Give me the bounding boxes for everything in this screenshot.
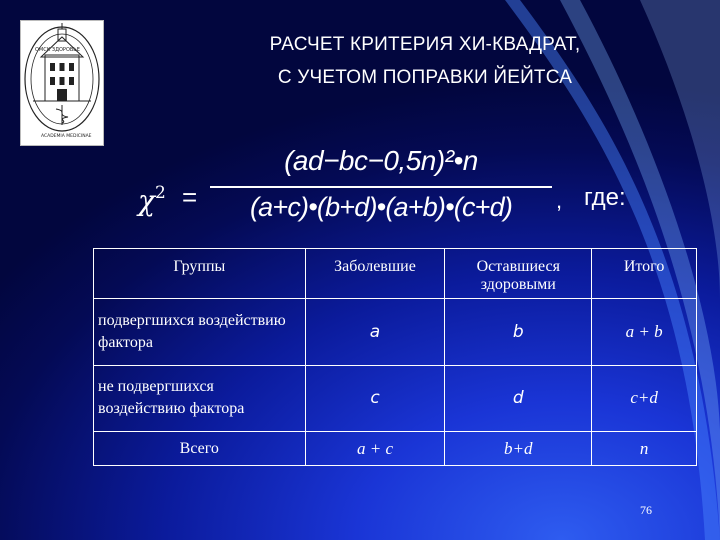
cell-n: n xyxy=(592,432,697,466)
formula-lhs: $\chi^2$ xyxy=(138,182,166,217)
logo-bottom-text: ACADEMIA MEDICINAE xyxy=(41,134,92,139)
logo-top-text: ОМСК ЗДОРОВЬЕ xyxy=(35,47,80,53)
cell-a: a xyxy=(305,299,445,366)
fraction-line xyxy=(210,186,552,188)
header-healthy: Оставшиеся здоровыми xyxy=(445,249,592,299)
formula-power: 2 xyxy=(154,182,166,203)
cell-c-plus-d: c+d xyxy=(592,365,697,432)
formula-numerator: (ad−bc−0,5n)²•n xyxy=(284,145,478,176)
cell-d: d xyxy=(445,365,592,432)
slide-title xyxy=(200,28,650,94)
header-groups: Группы xyxy=(94,249,306,299)
row-label-not-exposed: не подвергшихся воздействию фактора xyxy=(94,365,306,432)
chi-square-formula xyxy=(138,140,658,235)
formula-denominator: (a+c)•(b+d)•(a+b)•(c+d) xyxy=(249,192,513,222)
title-line-2: С УЧЕТОМ ПОПРАВКИ ЙЕЙТСА xyxy=(277,67,573,88)
formula-comma: , xyxy=(556,188,563,213)
table-row xyxy=(94,432,697,466)
row-label-exposed: подвергшихся воздействию фактора xyxy=(94,299,306,366)
row-label-total: Всего xyxy=(94,432,306,466)
cell-a-plus-c: a + c xyxy=(305,432,445,466)
cell-b: b xyxy=(445,299,592,366)
header-total: Итого xyxy=(592,249,697,299)
title-line-1: РАСЧЕТ КРИТЕРИЯ ХИ-КВАДРАТ, xyxy=(269,34,581,55)
institution-logo xyxy=(20,20,104,146)
formula-equals: = xyxy=(182,182,198,212)
header-sick: Заболевшие xyxy=(305,249,445,299)
table-header-row xyxy=(94,249,697,299)
cell-b-plus-d: b+d xyxy=(445,432,592,466)
page-number: 76 xyxy=(640,503,652,517)
cell-c: c xyxy=(305,365,445,432)
formula-where-label: где: xyxy=(584,184,626,211)
table-row xyxy=(94,365,697,432)
building-emblem-icon xyxy=(21,21,103,145)
cell-a-plus-b: a + b xyxy=(592,299,697,366)
table-row xyxy=(94,299,697,366)
contingency-table xyxy=(93,248,697,466)
